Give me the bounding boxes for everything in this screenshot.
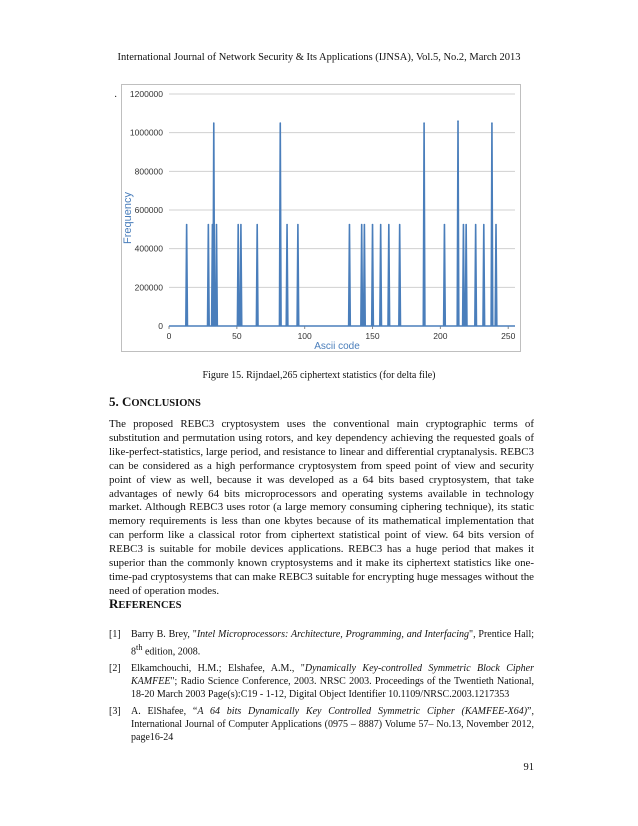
x-tick-label: 0: [166, 331, 172, 341]
spike-point: [256, 224, 258, 226]
y-tick-label: 1000000: [129, 127, 163, 138]
spike-point: [279, 122, 281, 124]
x-axis-label: Ascii code: [314, 341, 360, 352]
reference-item: [3] A. ElShafee, “A 64 bits Dynamically Key Controlled Symmetric Cipher (KAMFEE-X64)”, International Journal of Computer Applications (0975 – 8887) Volume 57– No.13, November 2012, page16-24: [109, 706, 534, 744]
stray-mark: ·: [114, 92, 118, 103]
spike-point: [349, 224, 351, 226]
spike-point: [372, 224, 374, 226]
spike-point: [457, 120, 459, 122]
spike-point: [399, 224, 401, 226]
y-tick-label: 200000: [134, 282, 163, 293]
spike-point: [388, 224, 390, 226]
x-tick-label: 200: [433, 331, 448, 341]
x-tick-label: 250: [501, 331, 516, 341]
running-header: International Journal of Network Security & Its Applications (IJNSA), Vol.5, No.2, March 2013: [117, 52, 521, 63]
section-heading: [109, 394, 201, 410]
spike-point: [380, 224, 382, 226]
spike-point: [297, 224, 299, 226]
y-tick-label: 0: [158, 321, 163, 331]
reference-item: [2] Elkamchouchi, H.M.; Elshafee, A.M., "Dynamically Key-controlled Symmetric Block Cipher KAMFEE"; Radio Science Conference, 2003. NRSC 2003. Proceedings of the Twentieth National, 18-20 March 2003 Page(s):C19 - 1-12, Digital Object Identifier 10.1109/NRSC.2003.1217353: [109, 663, 535, 701]
section-title-initial: C: [122, 394, 132, 409]
spike-point: [444, 224, 446, 226]
y-tick-label: 800000: [134, 166, 163, 177]
spike-point: [463, 224, 465, 226]
reference-number: [2]: [109, 663, 121, 675]
x-tick-label: 100: [297, 331, 312, 341]
references-rest: EFERENCES: [118, 600, 182, 611]
spike-point: [465, 224, 467, 226]
references-heading: [109, 596, 181, 612]
spike-point: [212, 224, 214, 226]
page-number: 91: [523, 762, 534, 773]
section-number: 5.: [109, 394, 119, 409]
reference-list: [109, 628, 534, 748]
spike-point: [240, 224, 242, 226]
spike-point: [208, 224, 210, 226]
conclusion-paragraph: The proposed REBC3 cryptosystem uses the conventional main cryptographic terms of substitution and permutation using rotors, and key dependency achieving the requested goals of like-perfect-statistics, large period, and resistance to linear and differential cryptanalysis. REBC3 can be considered as a high performance cryptosystem from speed point of view and security point of view as well, because it was developed as a 64 bits based cryptosystem, that take advantages of newly 64 bits microprocessors and operating systems available in technology market. Although REBC3 uses rotor (a large memory consuming ciphering technique), its static memory requirements is less than one kbytes because of its mathematical implementation that can perform like a classical rotor from ciphertext statistical point of view. 64 bits version of REBC3 is suitable for mobile devices applications. REBC3 has a huge period that makes it superior than the commonly known cryptosystems and it make its ciphertext statistics like one-time-pad cryptosystems that can make REBC3 suitable for encrypting huge messages without the need of operation modes.: [109, 418, 534, 597]
spike-point: [423, 122, 425, 124]
references-initial: R: [109, 596, 119, 611]
chart-border: [122, 85, 521, 352]
spike-point: [186, 224, 188, 226]
spike-point: [237, 224, 239, 226]
frequency-chart: [121, 84, 521, 352]
section-title-rest: ONCLUSIONS: [131, 398, 201, 409]
y-axis-label: Frequency: [122, 192, 134, 244]
spike-point: [364, 224, 366, 226]
spike-point: [475, 224, 477, 226]
y-tick-label: 600000: [134, 205, 163, 215]
reference-item: [1] Barry B. Brey, "Intel Microprocessors: Architecture, Programming, and Interfacing", Prentice Hall; 8th edition, 2008.: [109, 629, 535, 658]
x-tick-label: 150: [365, 331, 380, 341]
x-tick-label: 50: [232, 331, 242, 341]
y-tick-label: 1200000: [129, 89, 163, 99]
spike-point: [361, 224, 363, 226]
reference-number: [3]: [109, 706, 121, 718]
spike-point: [286, 224, 288, 226]
spike-point: [491, 122, 493, 124]
y-tick-label: 400000: [134, 243, 163, 254]
spike-point: [483, 224, 485, 226]
spike-point: [216, 224, 218, 226]
reference-number: [1]: [109, 629, 121, 640]
spike-point: [495, 224, 497, 226]
figure-caption: Figure 15. Rijndael,265 ciphertext statistics (for delta file): [202, 370, 436, 381]
spike-point: [213, 122, 215, 124]
